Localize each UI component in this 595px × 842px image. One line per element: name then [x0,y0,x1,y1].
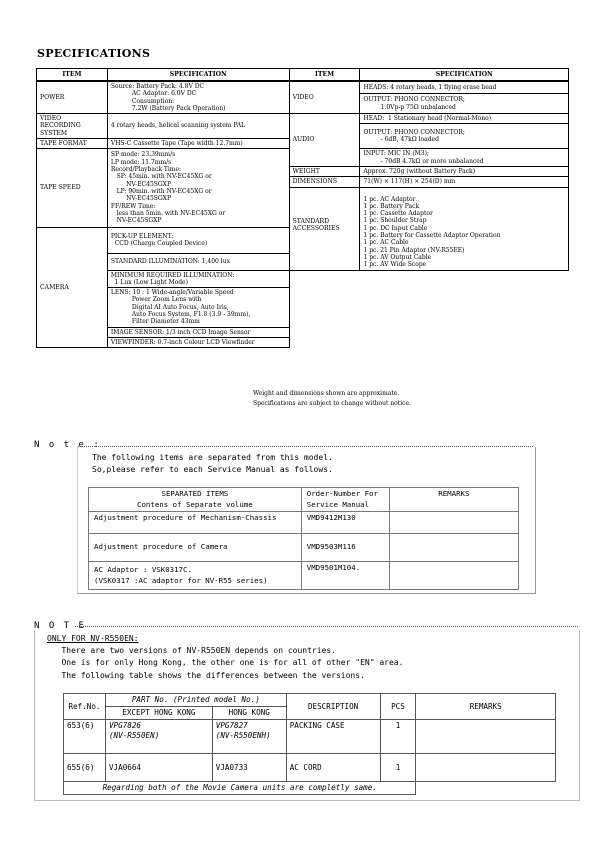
ver-row-2-hk: VJA0733 [212,754,286,782]
versions-table [63,693,556,795]
sep-row-3-remarks [389,562,518,590]
ver-row-1-except: VPG7826 (NV-R550EN) [105,720,212,754]
item-tape-speed: TAPE SPEED [37,149,108,227]
separated-items-table [88,487,519,590]
item-power: POWER [37,81,108,114]
ver-row-2-desc: AC CORD [286,754,380,782]
sep-header-order: Order-Number For Service Manual [301,488,389,512]
ver-header-ref: Ref.No. [64,694,106,720]
note1-text: The following items are separated from this model. So,please refer to each Service Manual as follows. [92,453,333,474]
sep-row-2-order: VMD9503M116 [301,534,389,562]
ver-header-except-hk: EXCEPT HONG KONG [105,707,212,720]
sep-row-2-item: Adjustment procedure of Camera [89,534,302,562]
spec-footnote: Weight and dimensions shown are approximate. Specifications are subject to change without notice. [253,390,411,407]
ver-row-1-pcs: 1 [380,720,416,754]
header-spec-left: SPECIFICATION [107,69,289,82]
regarding-blank [416,782,556,795]
blank-cell-right-spec [360,270,569,348]
only-for-heading: ONLY FOR NV-R550EN: [47,634,139,643]
sep-row-1-item: Adjustment procedure of Mechanism-Chassis [89,512,302,534]
spec-camera-illumination: STANDARD ILLUMINATION: 1,400 lux [107,253,289,270]
sep-row-3-order: VMD9501M104. [301,562,389,590]
ver-row-2-remarks [416,754,556,782]
ver-header-remarks: REMARKS [416,694,556,720]
spec-camera-viewfinder: VIEWFINDER: 0.7-inch Colour LCD Viewfinder [107,337,289,347]
regarding-note: Regarding both of the Movie Camera units are completly same. [64,782,416,795]
spec-dimensions: 71(W) × 117(H) × 254(D) mm [360,177,569,187]
spec-audio-head: HEAD: 1 Stationary head (Normal-Mono) [360,114,569,124]
spec-audio-input: INPUT: MIC IN (M3); - 70dB 4.7kΩ or more unbalanced [360,149,569,167]
sep-header-remarks: REMARKS [389,488,518,512]
spec-camera-pickup: PICK-UP ELEMENT: CCD (Charge Coupled Device) [107,227,289,253]
ver-row-1-desc: PACKING CASE [286,720,380,754]
ver-header-part: PART No. (Printed model No.) [105,694,286,707]
item-camera: CAMERA [37,227,108,348]
ver-header-pcs: PCS [380,694,416,720]
item-video-recording: VIDEO RECORDING SYSTEM [37,114,108,139]
spec-video-recording: 4 rotary heads, helical scanning system PAL [107,114,289,139]
spec-tape-speed: SP mode: 23.39mm/s LP mode: 11.7mm/s Record/Playback Time: SP: 45min. with NV-EC45XG or NV-EC45SGXP LP: 90min. with NV-EC45XG or NV-EC45SGXP FF/REW Time: less than 5min. with NV-EC45XG or NV-EC45SGXP [107,149,289,227]
spec-tape-format: VHS-C Cassette Tape (Tape width 12.7mm) [107,139,289,149]
ver-row-2-ref: 655(6) [64,754,106,782]
header-item-left: ITEM [37,69,108,82]
spec-weight: Approx. 720g (without Battery Pack) [360,166,569,176]
spec-audio-output: OUTPUT: PHONO CONNECTOR; - 6dB, 47kΩ loaded [360,124,569,149]
item-audio: AUDIO [289,114,360,167]
spec-camera-min-illumination: MINIMUM REQUIRED ILLUMINATION: 1 Lux (Low Light Mode) [107,270,289,288]
note2-text [47,633,403,682]
note2-label: N O T E [34,621,86,631]
item-video: VIDEO [289,81,360,114]
header-item-right: ITEM [289,69,360,82]
sep-row-1-remarks [389,512,518,534]
sep-row-1-order: VMD9412M130 [301,512,389,534]
note2-divider [75,626,578,627]
spec-video-output: OUTPUT: PHONO CONNECTOR; 1.0Vp-p 75Ω unbalanced [360,93,569,113]
ver-row-2-pcs: 1 [380,754,416,782]
spec-power: Source: Battery Pack: 4.8V DC AC Adaptor: 6.0V DC Consumption: 7.2W (Battery Pack Operation) [107,81,289,114]
ver-row-1-hk: VPG7827 (NV-R550ENH) [212,720,286,754]
ver-row-1-remarks [416,720,556,754]
sep-row-2-remarks [389,534,518,562]
ver-header-hk: HONG KONG [212,707,286,720]
item-tape-format: TAPE FORMAT [37,139,108,149]
blank-cell-right [289,270,360,348]
spec-video-heads: HEADS: 4 rotary heads, 1 flying erase head [360,81,569,93]
spec-camera-image-sensor: IMAGE SENSOR: 1/3 inch CCD Image Sensor [107,327,289,337]
ver-row-1-ref: 653(6) [64,720,106,754]
sep-header-items: SEPARATED ITEMS Contens of Separate volume [89,488,302,512]
item-dimensions: DIMENSIONS [289,177,360,187]
header-spec-right: SPECIFICATION [360,69,569,82]
item-accessories: STANDARD ACCESSORIES [289,187,360,270]
sep-row-3-item: AC Adaptor : VSK0317C. (VSK0317 :AC adaptor for NV-R55 series) [89,562,302,590]
spec-camera-lens: LENS: 10 : 1 Wide-angle/Variable Speed Power Zoom Lens with Digital AI Auto Focus, Auto Iris, Auto Focus System, F1.8 (3.9 - 39mm), Filter Diameter 43mm [107,288,289,327]
page-title: SPECIFICATIONS [37,47,151,60]
item-weight: WEIGHT [289,166,360,176]
ver-row-2-except: VJA0664 [105,754,212,782]
specifications-table [36,68,569,348]
spec-accessories: 1 pc. AC Adaptor 1 pc. Battery Pack 1 pc. Cassette Adaptor 1 pc. Shoulder Strap 1 pc. DC Input Cable 1 pc. Battery for Cassette Adaptor Operation 1 pc. AC Cable 1 pc. 21 Pin Adaptor (NV-R55EE) 1 pc. AV Output Cable 1 pc. AV Wide Scope [360,187,569,270]
note2-body: There are two versions of NV-R550EN depends on countries. One is for only Hong Kong, the other one is for all of other "EN" area. The following table shows the differences between the versions. [61,646,404,680]
ver-header-desc: DESCRIPTION [286,694,380,720]
note1-label: N o t e : [34,440,101,450]
